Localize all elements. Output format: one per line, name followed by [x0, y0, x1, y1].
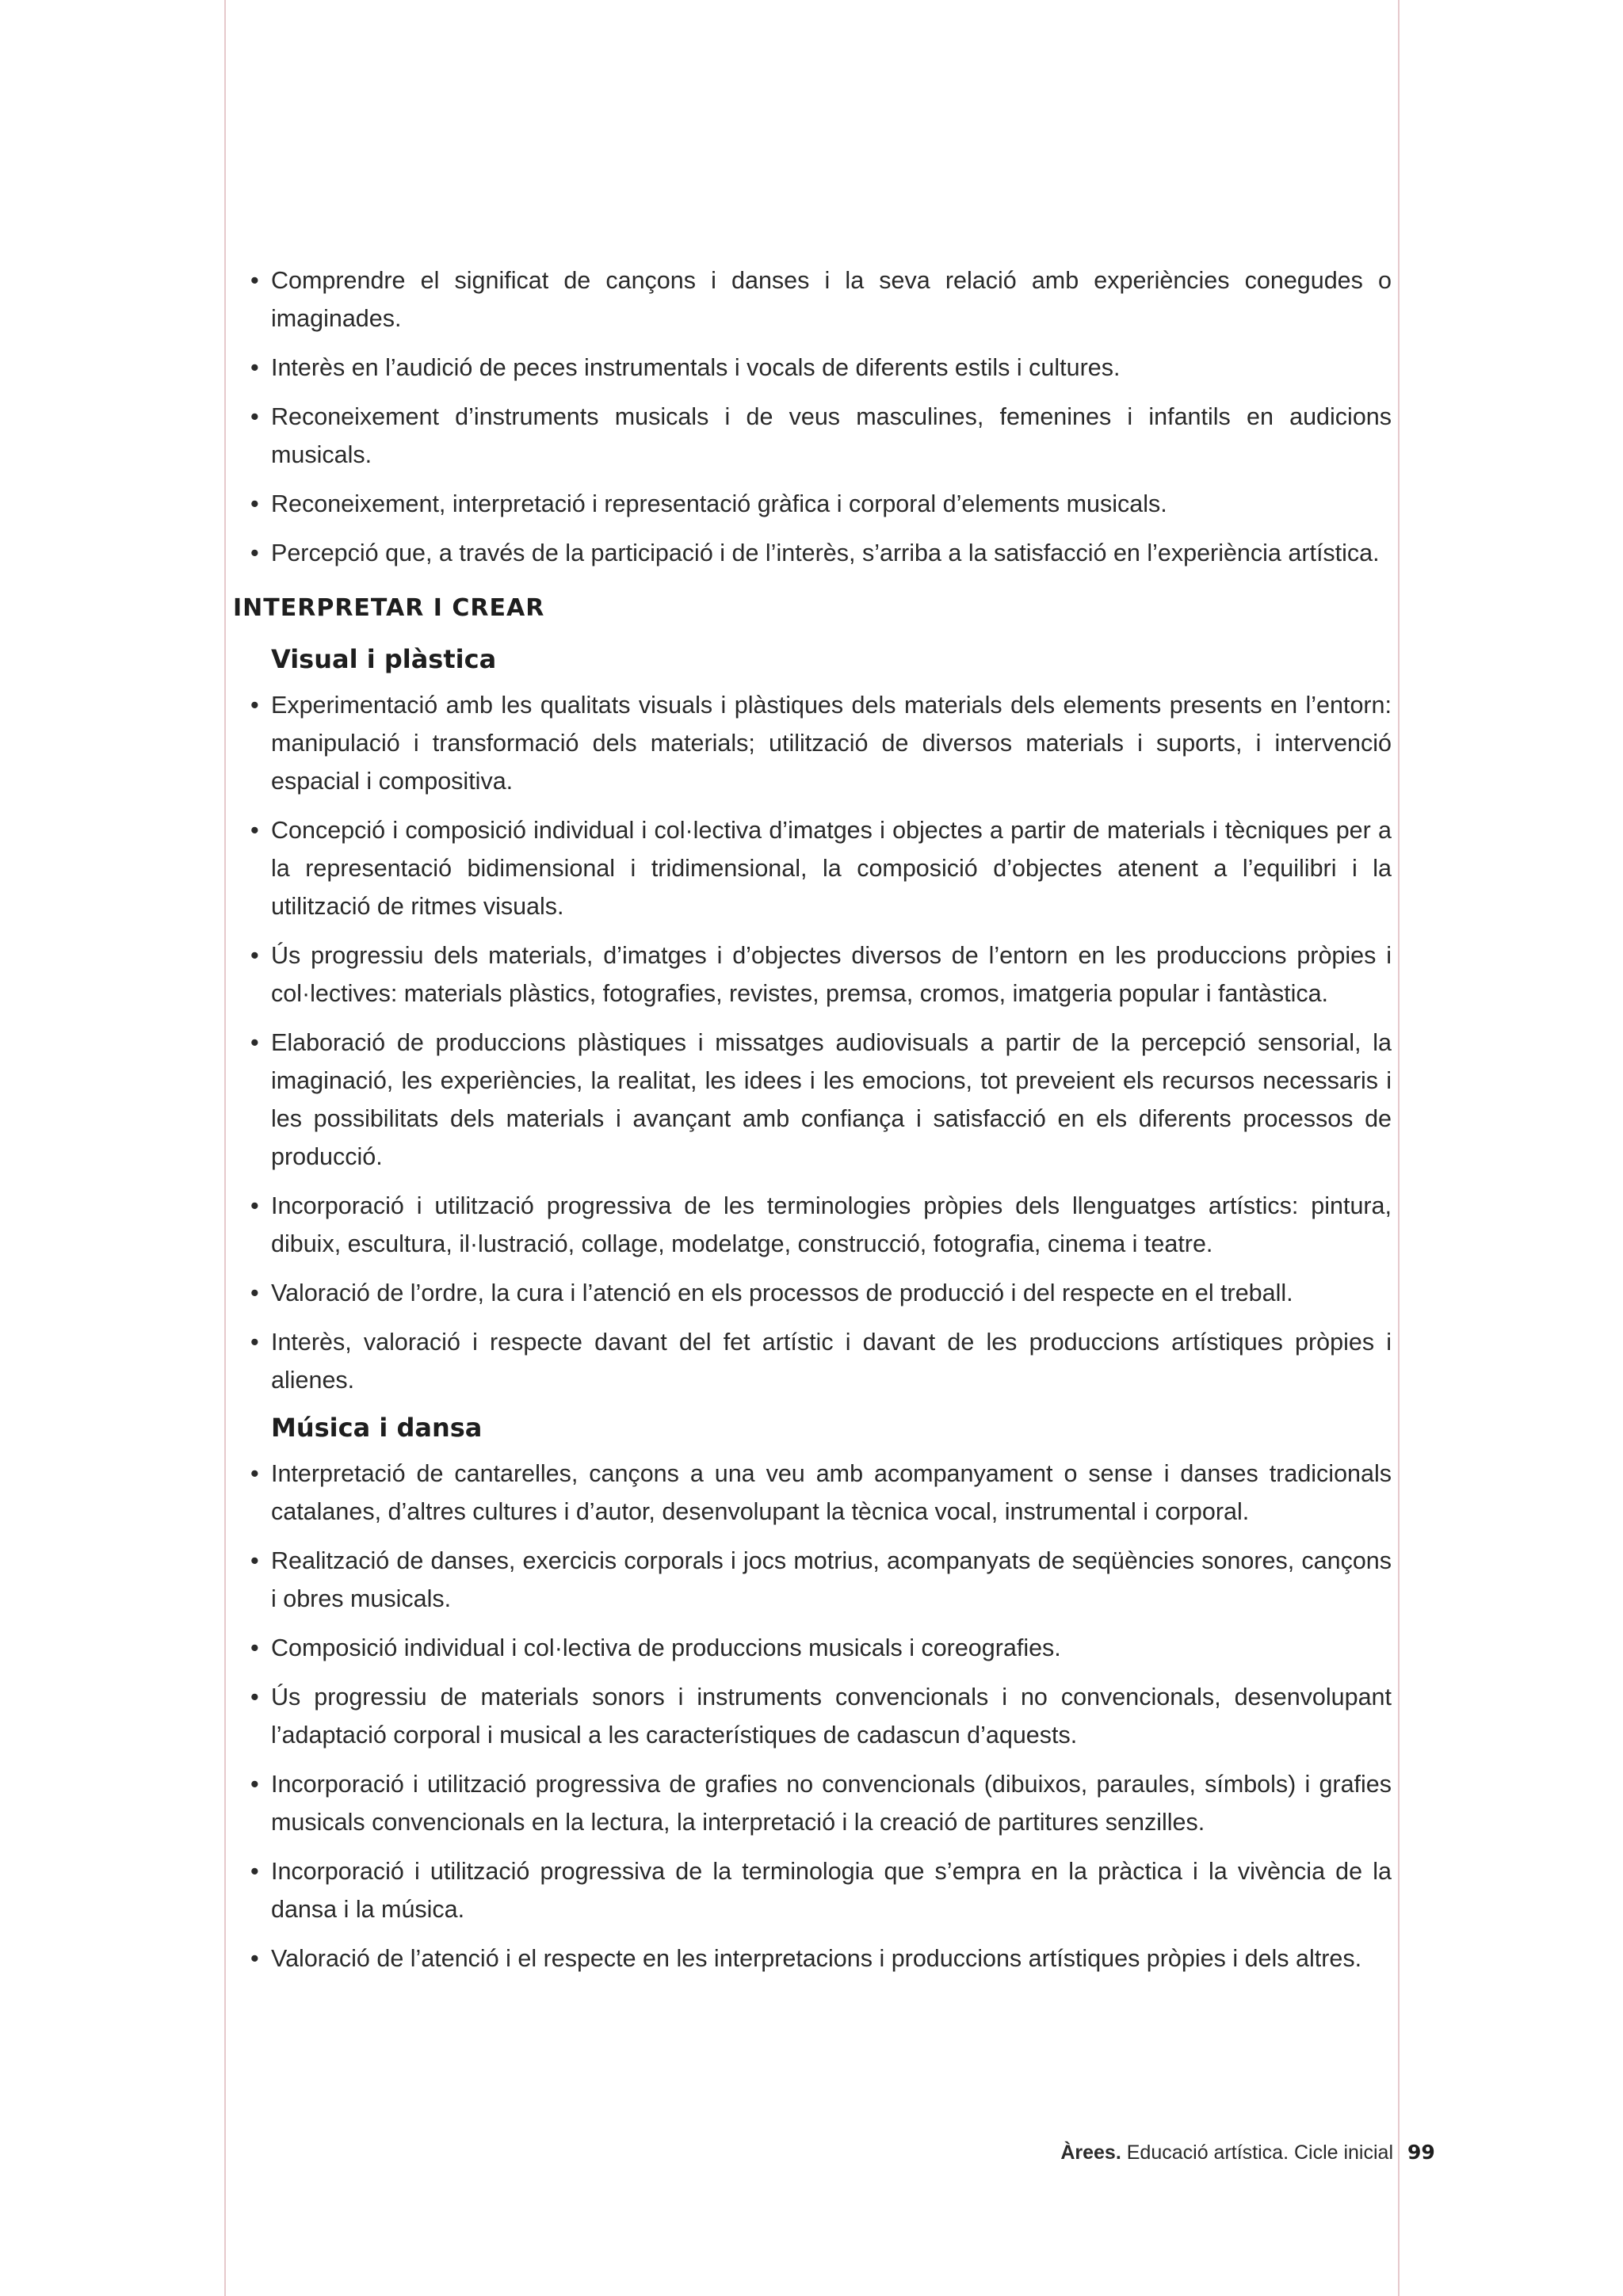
list-item: • Elaboració de produccions plàstiques i missatges audiovisuals a partir de la percepció sensorial, la imaginació, les experiències, la realitat, les idees i les emocions, tot preveient els recursos necessaris i les possibilitats dels materials i avançant amb confiança i satisfacció en els diferents processos de producció.: [233, 1024, 1392, 1176]
section-heading: INTERPRETAR I CREAR: [233, 594, 545, 622]
page-number: 99: [1407, 2141, 1435, 2164]
list-item: • Comprendre el significat de cançons i danses i la seva relació amb experiències conegudes o imaginades.: [233, 261, 1392, 338]
visual-list: [233, 686, 1392, 1399]
list-item: • Interès en l’audició de peces instrumentals i vocals de diferents estils i cultures.: [233, 349, 1392, 387]
right-margin-rule: [1398, 0, 1400, 2296]
footer-area: Àrees.: [1060, 2142, 1121, 2164]
list-item: • Realització de danses, exercicis corporals i jocs motrius, acompanyats de seqüències sonores, cançons i obres musicals.: [233, 1542, 1392, 1618]
list-item: • Percepció que, a través de la participació i de l’interès, s’arriba a la satisfacció en l’experiència artística.: [233, 534, 1392, 572]
page-content: [233, 261, 1392, 1989]
footer-subject: Educació artística. Cicle inicial: [1126, 2142, 1393, 2164]
list-item: • Ús progressiu dels materials, d’imatges i d’objectes diversos de l’entorn en les produccions pròpies i col·lectives: materials plàstics, fotografies, revistes, premsa, cromos, imatgeria popular i fantàstica.: [233, 936, 1392, 1013]
subsection-heading-music: Música i dansa: [271, 1413, 483, 1443]
running-footer: [1060, 2139, 1393, 2166]
list-item: • Incorporació i utilització progressiva de les terminologies pròpies dels llenguatges artístics: pintura, dibuix, escultura, il·lustració, collage, modelatge, construcció, fotografia, cinema i teatre.: [233, 1187, 1392, 1263]
intro-list: [233, 261, 1392, 572]
list-item: • Experimentació amb les qualitats visuals i plàstiques dels materials dels elements presents en l’entorn: manipulació i transformació dels materials; utilització de diversos materials i suports, i intervenció espacial i compositiva.: [233, 686, 1392, 800]
list-item: • Concepció i composició individual i col·lectiva d’imatges i objectes a partir de materials i tècniques per a la representació bidimensional i tridimensional, la composició d’objectes atenent a l’equilibri i la utilització de ritmes visuals.: [233, 811, 1392, 925]
music-list: [233, 1455, 1392, 1978]
left-margin-rule: [224, 0, 226, 2296]
list-item: • Reconeixement d’instruments musicals i de veus masculines, femenines i infantils en audicions musicals.: [233, 398, 1392, 474]
list-item: • Incorporació i utilització progressiva de la terminologia que s’empra en la pràctica i la vivència de la dansa i la música.: [233, 1852, 1392, 1928]
list-item: • Valoració de l’atenció i el respecte en les interpretacions i produccions artístiques pròpies i dels altres.: [233, 1939, 1392, 1978]
list-item: • Composició individual i col·lectiva de produccions musicals i coreografies.: [233, 1629, 1392, 1667]
list-item: • Reconeixement, interpretació i representació gràfica i corporal d’elements musicals.: [233, 485, 1392, 523]
subsection-heading-visual: Visual i plàstica: [271, 644, 497, 674]
list-item: • Interpretació de cantarelles, cançons a una veu amb acompanyament o sense i danses tradicionals catalanes, d’altres cultures i d’autor, desenvolupant la tècnica vocal, instrumental i corporal.: [233, 1455, 1392, 1531]
list-item: • Valoració de l’ordre, la cura i l’atenció en els processos de producció i del respecte en el treball.: [233, 1274, 1392, 1312]
list-item: • Ús progressiu de materials sonors i instruments convencionals i no convencionals, desenvolupant l’adaptació corporal i musical a les característiques de cadascun d’aquests.: [233, 1678, 1392, 1754]
list-item: • Incorporació i utilització progressiva de grafies no convencionals (dibuixos, paraules, símbols) i grafies musicals convencionals en la lectura, la interpretació i la creació de partitures senzilles.: [233, 1765, 1392, 1841]
list-item: • Interès, valoració i respecte davant del fet artístic i davant de les produccions artístiques pròpies i alienes.: [233, 1323, 1392, 1399]
